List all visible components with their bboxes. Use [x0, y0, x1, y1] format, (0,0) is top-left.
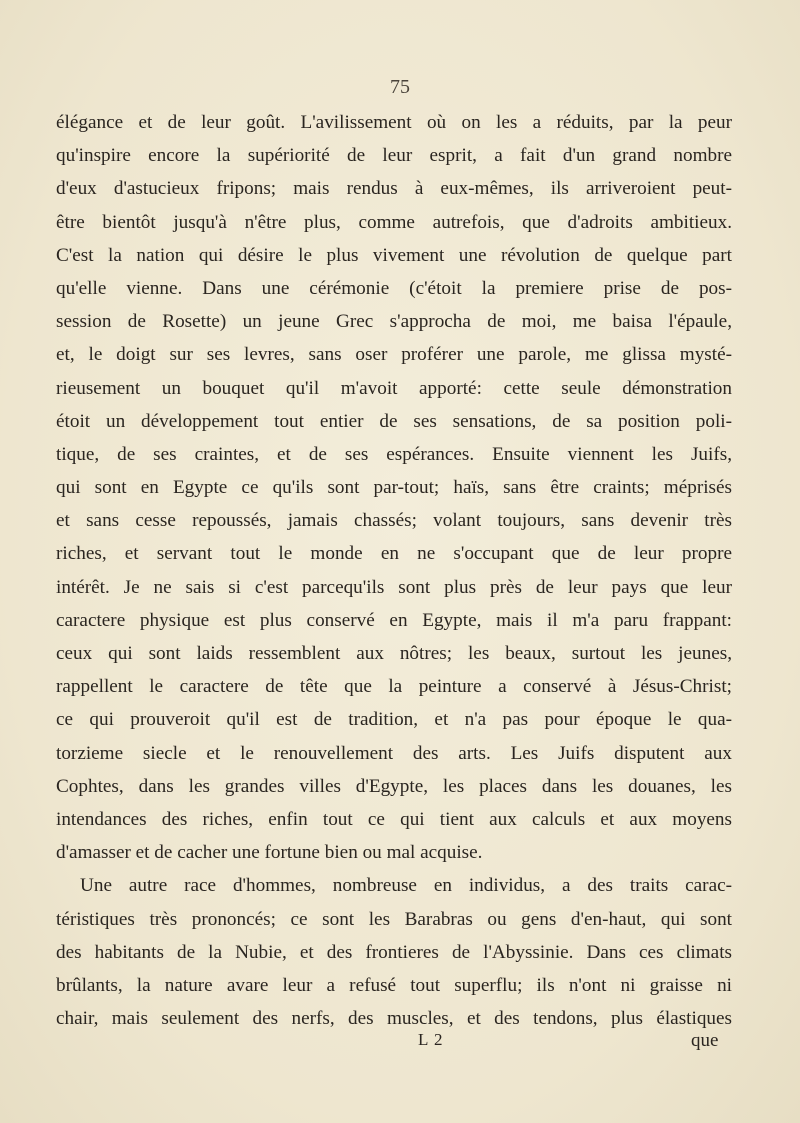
text-line: rappellent le caractere de tête que la peinture a conservé à Jésus-Christ;: [56, 676, 732, 698]
text-line: ce qui prouveroit qu'il est de tradition, et n'a pas pour époque le qua-: [56, 709, 732, 731]
text-line: tique, de ses craintes, et de ses espérances. Ensuite viennent les Juifs,: [56, 443, 732, 465]
text-line: élégance et de leur goût. L'avilissement où on les a réduits, par la peur: [56, 112, 732, 133]
text-line: d'amasser et de cacher une fortune bien ou mal acquise.: [56, 842, 483, 864]
text-line: téristiques très prononcés; ce sont les Barabras ou gens d'en-haut, qui sont: [56, 908, 732, 930]
text-line: des habitants de la Nubie, et des frontieres de l'Abyssinie. Dans ces climats: [56, 941, 732, 963]
text-line: Cophtes, dans les grandes villes d'Egypte, les places dans les douanes, les: [56, 775, 732, 797]
text-line: torzieme siecle et le renouvellement des arts. Les Juifs disputent aux: [56, 742, 732, 764]
text-line: être bientôt jusqu'à n'être plus, comme autrefois, que d'adroits ambitieux.: [56, 211, 732, 233]
body-text: [56, 106, 732, 1035]
text-line: ceux qui sont laids ressemblent aux nôtres; les beaux, surtout les jeunes,: [56, 643, 732, 664]
text-line: session de Rosette) un jeune Grec s'approcha de moi, me baisa l'épaule,: [56, 311, 732, 333]
text-line: et sans cesse repoussés, jamais chassés; volant toujours, sans devenir très: [56, 510, 732, 532]
text-line: brûlants, la nature avare leur a refusé tout superflu; ils n'ont ni graisse ni: [56, 974, 732, 996]
text-line: intérêt. Je ne sais si c'est parcequ'ils sont plus près de leur pays que leur: [56, 576, 732, 598]
text-line: étoit un développement tout entier de ses sensations, de sa position poli-: [56, 410, 732, 432]
page-number: 75: [390, 76, 410, 98]
text-line: et, le doigt sur ses levres, sans oser proférer une parole, me glissa mysté-: [56, 344, 732, 366]
text-line: Une autre race d'hommes, nombreuse en individus, a des traits carac-: [80, 875, 732, 897]
catchword: que: [691, 1030, 719, 1051]
text-line: caractere physique est plus conservé en Egypte, mais il m'a paru frappant:: [56, 609, 732, 631]
text-line: rieusement un bouquet qu'il m'avoit apporté: cette seule démonstration: [56, 377, 732, 399]
text-line: intendances des riches, enfin tout ce qui tient aux calculs et aux moyens: [56, 808, 732, 830]
text-line: qu'elle vienne. Dans une cérémonie (c'étoit la premiere prise de pos-: [56, 277, 732, 299]
text-line: qu'inspire encore la supériorité de leur esprit, a fait d'un grand nombre: [56, 145, 732, 167]
text-line: riches, et servant tout le monde en ne s'occupant que de leur propre: [56, 543, 732, 565]
text-line: C'est la nation qui désire le plus vivement une révolution de quelque part: [56, 244, 732, 266]
text-line: chair, mais seulement des nerfs, des muscles, et des tendons, plus élastiques: [56, 1008, 732, 1030]
text-line: d'eux d'astucieux fripons; mais rendus à eux-mêmes, ils arriveroient peut-: [56, 178, 732, 200]
signature-mark: L 2: [418, 1030, 444, 1049]
text-line: qui sont en Egypte ce qu'ils sont par-tout; haïs, sans être craints; méprisés: [56, 477, 732, 499]
